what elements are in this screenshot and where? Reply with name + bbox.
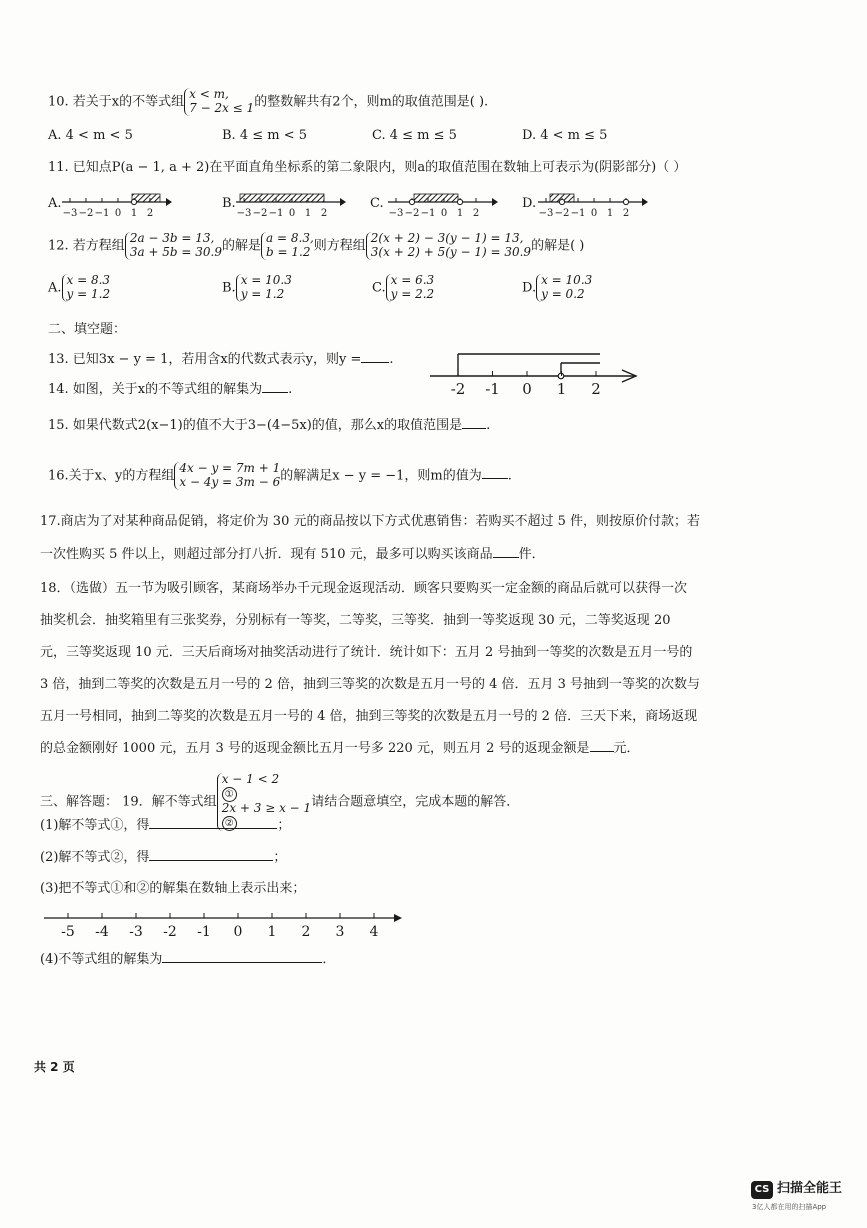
camscanner-logo-icon: CS [751, 1181, 773, 1199]
q18-line3: 元，三等奖返现 10 元．三天后商场对抽奖活动进行了统计．统计如下：五月 2 号抽到一等奖的次数是五月一号的 [40, 645, 693, 660]
q12-option-a [48, 274, 110, 302]
section-3-heading: 三、解答题： 19．解不等式组 [40, 794, 217, 810]
tick-label: −3 [538, 208, 554, 219]
tick-label: −1 [420, 208, 436, 219]
q10-option-a: A. 4 < m < 5 [48, 128, 133, 143]
q16-text3: . [507, 468, 512, 484]
q12-sys2-line1: a = 8.3, [266, 231, 314, 245]
tick-label: 0 [440, 208, 448, 219]
tick-label: -2 [163, 924, 177, 940]
q12-option-d-system [536, 274, 592, 302]
q19-part1-end: ； [277, 818, 291, 833]
tick-label: −1 [94, 208, 110, 219]
q18-line6b: 元． [613, 741, 640, 756]
q12-option-d [522, 274, 592, 302]
tick-label: 1 [456, 208, 464, 219]
q19-sys-line1-text: x − 1 < 2 [221, 772, 280, 786]
q12-system-1 [125, 232, 222, 260]
tick-label: −2 [252, 208, 268, 219]
q17-line2 [40, 547, 545, 563]
q12-system-2 [261, 232, 314, 260]
tick-label: 1 [267, 924, 277, 940]
q19-sys-line1 [222, 773, 312, 802]
q10-sys-line1: x < m, [189, 87, 229, 101]
q12-d-line1: x = 10.3 [541, 273, 593, 287]
q11-option-c-label: C. [370, 196, 384, 211]
q12-option-c [372, 274, 434, 302]
q16-sys-line2: x − 4y = 3m − 6 [179, 474, 281, 489]
tick-label: −3 [388, 208, 404, 219]
q12-option-a-label: A. [48, 280, 62, 296]
q10-stem [48, 88, 488, 116]
q10-sys-line2: 7 − 2x ≤ 1 [189, 100, 255, 115]
q19-sys-line2-text: 2x + 3 ≥ x − 1 [221, 800, 312, 815]
q16-sys-line1: 4x − y = 7m + 1 [179, 461, 281, 475]
q17-answer-blank[interactable] [493, 557, 519, 558]
q19-mark-2: ② [222, 816, 237, 831]
q11-number-line-b [236, 186, 346, 222]
tick-label: -2 [450, 380, 466, 398]
tick-label: -1 [197, 924, 211, 940]
q19-part2-text: (2)解不等式②，得 [40, 850, 150, 865]
tick-label: −3 [236, 208, 252, 219]
tick-label: 1 [130, 208, 138, 219]
q12-b-line2: y = 1.2 [240, 286, 285, 301]
q18-line4: 3 倍，抽到二等奖的次数是五月一号的 2 倍，抽到三等奖的次数是五月一号的 4 倍．五月 3 号抽到一等奖的次数与 [40, 677, 701, 692]
q14-answer-blank[interactable] [262, 392, 288, 393]
section-2-heading: 二、填空题： [48, 322, 127, 337]
q19-part2 [40, 850, 286, 866]
q18-line1: 18．（选做）五一节为吸引顾客，某商场举办千元现金返现活动．顾客只要购买一定金额的商品后就可以获得一次 [40, 581, 688, 596]
q19-part2-end: ； [273, 850, 287, 865]
q12-option-b [222, 274, 292, 302]
q18-line2: 抽奖机会．抽奖箱里有三张奖券，分别标有一等奖，二等奖，三等奖．抽到一等奖返现 30 元，二等奖返现 20 [40, 613, 671, 628]
q19-part3: (3)把不等式①和②的解集在数轴上表示出来； [40, 881, 306, 896]
q12-stem [48, 232, 584, 260]
tick-label: 1 [556, 380, 567, 398]
q12-a-line1: x = 8.3 [66, 273, 111, 287]
q12-a-line2: y = 1.2 [66, 286, 111, 301]
q14 [48, 382, 292, 398]
q19-part4-text: (4)不等式组的解集为 [40, 952, 163, 967]
q10-text2: 的整数解共有2个，则m的取值范围是( ). [254, 94, 489, 110]
q12-option-d-label: D. [522, 280, 537, 296]
endpoint-circle [131, 199, 136, 204]
q19-part1 [40, 818, 290, 834]
tick-label: 0 [233, 924, 243, 940]
q12-b-line1: x = 10.3 [240, 273, 292, 287]
q15-text2: . [486, 418, 491, 433]
tick-label: 1 [606, 208, 614, 219]
q12-sys3-line1: 2(x + 2) − 3(y − 1) = 13, [370, 231, 524, 245]
section-3-text2: 请结合题意填空，完成本题的解答． [311, 794, 520, 810]
q12-system-3 [366, 232, 531, 260]
q11-number-line-c [388, 186, 498, 222]
tick-label: −1 [570, 208, 586, 219]
q11-option-d-label: D. [522, 196, 537, 211]
q10-option-c: C. 4 ≤ m ≤ 5 [372, 128, 457, 143]
tick-label: 2 [301, 924, 311, 940]
q16-text1: 16.关于x、y的方程组 [48, 468, 175, 484]
q19-part4 [40, 952, 335, 968]
tick-label: 0 [114, 208, 122, 219]
tick-label: 2 [472, 208, 480, 219]
q12-text2: 的解是 [222, 238, 262, 254]
tick-label: 4 [369, 924, 379, 940]
q12-d-line2: y = 0.2 [541, 286, 585, 301]
q10-text1: 10. 若关于x的不等式组 [48, 94, 185, 110]
q12-option-b-system [236, 274, 292, 302]
q19-part1-text: (1)解不等式①，得 [40, 818, 150, 833]
q12-c-line2: y = 2.2 [390, 286, 435, 301]
q18-line6 [40, 741, 640, 757]
tick-label: 2 [146, 208, 154, 219]
tick-label: -5 [61, 924, 75, 940]
q12-text1: 12. 若方程组 [48, 238, 125, 254]
endpoint-circle [623, 199, 628, 204]
q10-option-d: D. 4 < m ≤ 5 [522, 128, 608, 143]
q16-answer-blank[interactable] [482, 478, 508, 479]
q11-number-line-d [538, 186, 648, 222]
camscanner-tagline: 3亿人都在用的扫描App [752, 1203, 827, 1211]
tick-label: -1 [485, 380, 500, 398]
q11-stem: 11. 已知点P(a − 1, a + 2)在平面直角坐标系的第二象限内，则a的取值范围在数轴上可表示为(阴影部分)（ ） [48, 160, 687, 175]
q15-answer-blank[interactable] [462, 428, 486, 429]
q14-number-line [428, 346, 640, 398]
q12-option-a-system [62, 274, 111, 302]
page-count: 共 2 页 [34, 1060, 75, 1074]
q13 [48, 352, 394, 368]
q14-text1: 14. 如图，关于x的不等式组的解集为 [48, 382, 263, 397]
q19-number-line [40, 906, 406, 944]
q16-text2: 的解满足x − y = −1，则m的值为 [280, 468, 482, 484]
q12-option-c-system [386, 274, 435, 302]
tick-label: -4 [95, 924, 109, 940]
q13-text1: 13. 已知3x − y = 1，若用含x的代数式表示y，则y = [48, 352, 362, 367]
endpoint-circle [457, 199, 462, 204]
q12-c-line1: x = 6.3 [390, 273, 435, 287]
q16 [48, 462, 512, 490]
q15 [48, 418, 490, 434]
q12-sys1-line2: 3a + 5b = 30.9 [129, 244, 223, 259]
q18-line5: 五月一号相同，抽到二等奖的次数是五月一号的 4 倍，抽到三等奖的次数是五月一号的 2 倍．三天下来，商场返现 [40, 709, 698, 724]
tick-label: −1 [268, 208, 284, 219]
q18-line6a: 的总金额刚好 1000 元，五月 3 号的返现金额比五月一号多 220 元，则五月 2 号的返现金额是 [40, 741, 590, 756]
endpoint-circle [559, 199, 564, 204]
q12-sys1-line1: 2a − 3b = 13, [129, 231, 215, 245]
q12-sys2-line2: b = 1.2 [266, 244, 311, 259]
q10-system [184, 88, 254, 116]
q11-option-b-label: B. [222, 196, 236, 211]
q15-text1: 15. 如果代数式2(x−1)的值不大于3−(4−5x)的值，那么x的取值范围是 [48, 418, 463, 433]
tick-label: -3 [129, 924, 143, 940]
q11-option-a-label: A. [48, 196, 62, 211]
q10-option-b: B. 4 ≤ m < 5 [222, 128, 308, 143]
tick-label: −2 [78, 208, 94, 219]
q19-part2-blank[interactable] [149, 860, 273, 861]
tick-label: 3 [335, 924, 345, 940]
q12-sys3-line2: 3(x + 2) + 5(y − 1) = 30.9 [370, 244, 532, 259]
camscanner-name: 扫描全能王 [777, 1181, 843, 1196]
tick-label: −2 [554, 208, 570, 219]
q16-system [174, 462, 280, 490]
q12-option-c-label: C. [372, 280, 386, 296]
tick-label: 2 [591, 380, 601, 398]
tick-label: −3 [62, 208, 78, 219]
tick-label: 1 [304, 208, 312, 219]
q13-answer-blank[interactable] [361, 362, 389, 363]
q12-text4: 的解是( ) [531, 238, 585, 254]
tick-label: 0 [288, 208, 296, 219]
q14-text2: . [288, 382, 293, 397]
endpoint-circle [409, 199, 414, 204]
tick-label: 0 [522, 380, 532, 398]
q18-answer-blank[interactable] [590, 751, 614, 752]
q12-text3: 则方程组 [313, 238, 366, 254]
q13-text2: . [389, 352, 394, 367]
q12-option-b-label: B. [222, 280, 236, 296]
tick-label: 2 [320, 208, 328, 219]
q19-mark-1: ① [222, 787, 237, 802]
tick-label: −2 [404, 208, 420, 219]
q19-part4-blank[interactable] [162, 962, 322, 963]
q17-line2b: 件． [518, 547, 545, 562]
q17-line2a: 一次性购买 5 件以上，则超过部分打八折．现有 510 元，最多可以购买该商品 [40, 547, 493, 562]
q19-part4-end: ． [322, 952, 336, 967]
tick-label: 2 [622, 208, 630, 219]
q17-line1: 17.商店为了对某种商品促销，将定价为 30 元的商品按以下方式优惠销售：若购买不超过 5 件，则按原价付款；若 [40, 514, 701, 529]
q19-part1-blank[interactable] [149, 828, 277, 829]
tick-label: 0 [590, 208, 598, 219]
q11-number-line-a [62, 186, 172, 222]
